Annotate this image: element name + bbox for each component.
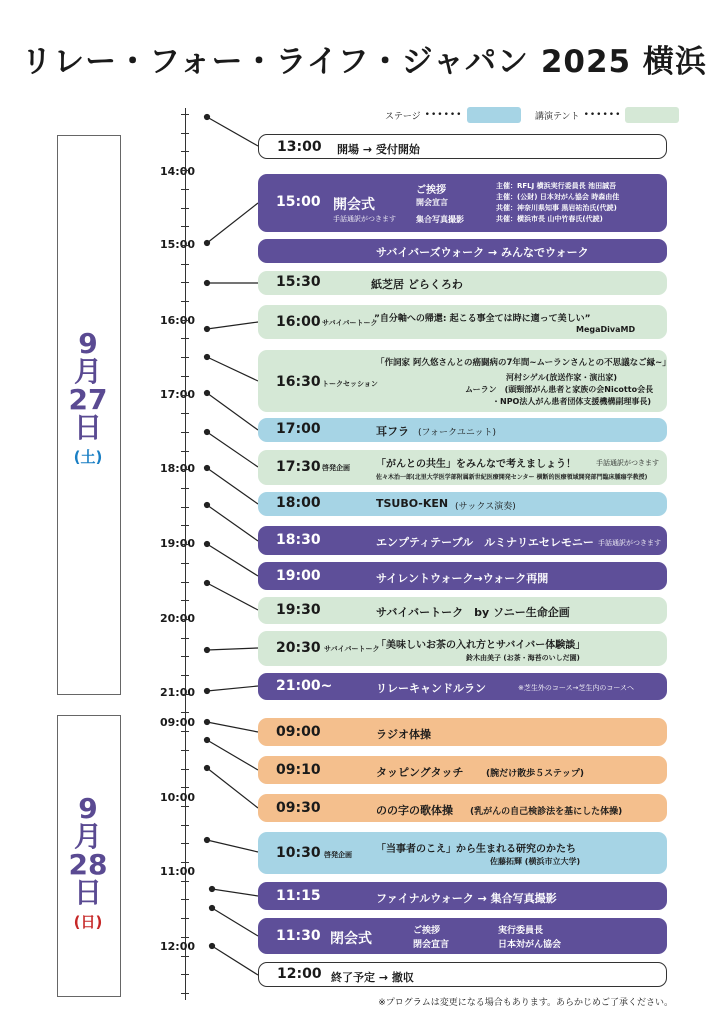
event-item: ご挨拶 bbox=[416, 185, 446, 196]
time-label: 20:00 bbox=[160, 612, 196, 625]
event-19-00 bbox=[258, 562, 667, 590]
event-time: 18:30 bbox=[276, 532, 321, 548]
time-label: 15:00 bbox=[160, 238, 196, 251]
event-time: 09:30 bbox=[276, 800, 321, 816]
sponsor-line: 主催：(公財) 日本対がん協会 時森由佳 bbox=[496, 193, 620, 201]
event-item: 集合写真撮影 bbox=[416, 215, 464, 224]
event-09-00 bbox=[258, 718, 667, 746]
event-15-30 bbox=[258, 271, 667, 295]
legend-dots: •••••• bbox=[583, 110, 622, 120]
time-label: 11:00 bbox=[160, 865, 196, 878]
day-date-kanji: 日 bbox=[73, 411, 102, 444]
event-survivors-walk bbox=[258, 239, 667, 263]
event-sub: 佐々木治一郎(北里大学医学部附属新世紀医療開発センター 横断的医療領域開発部門臨床腫瘍学教授) bbox=[376, 474, 648, 481]
event-16-00 bbox=[258, 305, 667, 339]
event-text: タッピングタッチ bbox=[376, 766, 464, 779]
day-weekday: (日) bbox=[73, 913, 103, 931]
event-time: 17:30 bbox=[276, 459, 321, 475]
event-closing-ceremony bbox=[258, 918, 667, 954]
event-label: サバイバートーク bbox=[322, 319, 378, 327]
event-title: 開会式 bbox=[333, 197, 375, 213]
event-18-00 bbox=[258, 492, 667, 516]
event-text: 終了予定 → 撤収 bbox=[331, 971, 414, 984]
footer-note: ※プログラムは変更になる場合もあります。あらかじめご了承ください。 bbox=[378, 998, 673, 1008]
event-time: 11:15 bbox=[276, 888, 321, 904]
event-sub: 鈴木由美子 (お茶・海苔のいしだ園) bbox=[466, 654, 580, 662]
time-label: 18:00 bbox=[160, 462, 196, 475]
event-item: ご挨拶 bbox=[413, 926, 441, 936]
legend-tent-label: 講演テント bbox=[535, 111, 580, 122]
event-sub: ムーラン (頭頸部がん患者と家族の会Nicotto会長 bbox=[465, 385, 654, 394]
event-time: 15:30 bbox=[276, 274, 321, 290]
event-12-00 bbox=[258, 962, 667, 987]
event-09-10 bbox=[258, 756, 667, 784]
event-text: ファイナルウォーク → 集合写真撮影 bbox=[376, 892, 557, 905]
event-label: 啓発企画 bbox=[324, 851, 352, 859]
event-note: 手話通訳がつきます bbox=[333, 215, 396, 223]
event-sub: (サックス演奏) bbox=[455, 502, 516, 512]
event-11-15 bbox=[258, 882, 667, 910]
time-label: 16:00 bbox=[160, 314, 196, 327]
day-month-kanji: 月 bbox=[73, 355, 102, 388]
event-note: 手話通訳がつきます bbox=[598, 539, 661, 547]
event-time: 17:00 bbox=[276, 421, 321, 437]
day-month: 9 bbox=[78, 792, 98, 825]
time-label: 21:00 bbox=[160, 686, 196, 699]
event-text: のの字の歌体操 bbox=[376, 804, 453, 817]
day-weekday: (土) bbox=[73, 448, 103, 466]
event-sub: (フォークユニット) bbox=[418, 428, 497, 438]
event-time: 15:00 bbox=[276, 194, 321, 210]
event-opening-ceremony bbox=[258, 174, 667, 232]
event-sub: 佐藤拓輝 (横浜市立大学) bbox=[490, 857, 581, 866]
time-label: 12:00 bbox=[160, 940, 196, 953]
event-time: 09:10 bbox=[276, 762, 321, 778]
event-text: 「がんとの共生」をみんなで考えましょう！ bbox=[376, 459, 576, 470]
event-text: サバイバーズウォーク → みんなでウォーク bbox=[376, 246, 589, 259]
event-sub: MegaDivaMD bbox=[576, 325, 636, 334]
legend-dots: •••••• bbox=[424, 110, 463, 120]
day-date-kanji: 日 bbox=[73, 876, 102, 909]
event-text: 紙芝居 どらくろわ bbox=[371, 278, 463, 291]
event-time: 20:30 bbox=[276, 640, 321, 656]
event-text: 耳フラ bbox=[376, 425, 409, 438]
event-note: ※芝生外のコース→芝生内のコースへ bbox=[518, 684, 635, 692]
event-sub: ・NPO法人がん患者団体支援機構副理事長) bbox=[492, 397, 652, 406]
event-time: 16:00 bbox=[276, 314, 321, 330]
event-item: 閉会宣言 bbox=[413, 940, 450, 950]
event-item: 開会宣言 bbox=[416, 198, 448, 207]
event-19-30 bbox=[258, 597, 667, 624]
time-label: 17:00 bbox=[160, 388, 196, 401]
event-text: サイレントウォーク→ウォーク再開 bbox=[376, 572, 549, 585]
event-text: サバイバートーク by ソニー生命企画 bbox=[376, 606, 570, 619]
event-time: 19:30 bbox=[276, 602, 321, 618]
event-time: 18:00 bbox=[276, 495, 321, 511]
event-right: 実行委員長 bbox=[498, 926, 544, 936]
day-date: 28 bbox=[68, 848, 108, 881]
event-20-30 bbox=[258, 631, 667, 666]
day-month: 9 bbox=[78, 327, 98, 360]
event-text: エンプティテーブル ルミナリエセレモニー bbox=[376, 536, 594, 549]
event-text: 「美味しいお茶の入れ方とサバイバー体験談」 bbox=[376, 640, 586, 651]
event-text: リレーキャンドルラン bbox=[376, 682, 486, 695]
event-label: トークセッション bbox=[322, 380, 378, 388]
event-time: 12:00 bbox=[277, 966, 322, 982]
time-label: 19:00 bbox=[160, 537, 196, 550]
event-16-30 bbox=[258, 350, 671, 412]
time-label: 10:00 bbox=[160, 791, 196, 804]
event-21-00 bbox=[258, 673, 667, 700]
event-sub: 河村シゲル(放送作家・演出家) bbox=[506, 373, 617, 382]
event-time: 16:30 bbox=[276, 374, 321, 390]
event-time: 13:00 bbox=[277, 139, 322, 155]
sponsor-line: 共催：神奈川県知事 黒岩祐治氏(代読) bbox=[496, 204, 617, 212]
event-title: 閉会式 bbox=[330, 931, 372, 947]
event-time: 19:00 bbox=[276, 568, 321, 584]
event-time: 21:00~ bbox=[276, 678, 333, 694]
event-right: 日本対がん協会 bbox=[498, 940, 562, 950]
event-10-30 bbox=[258, 832, 667, 874]
legend-stage-label: ステージ bbox=[385, 111, 421, 122]
event-13-00 bbox=[258, 134, 667, 159]
event-sub: (乳がんの自己検診法を基にした体操) bbox=[470, 807, 623, 817]
event-17-30 bbox=[258, 450, 667, 485]
sponsor-line: 共催：横浜市長 山中竹春氏(代読) bbox=[496, 215, 603, 223]
event-sub: (腕だけ散歩５ステップ) bbox=[486, 769, 585, 779]
event-note: 手話通訳がつきます bbox=[596, 459, 659, 467]
event-label: 啓発企画 bbox=[322, 464, 350, 472]
event-label: サバイバートーク bbox=[324, 645, 380, 653]
event-time: 11:30 bbox=[276, 928, 321, 944]
page-title: リレー・フォー・ライフ・ジャパン 2025 横浜 bbox=[21, 44, 707, 80]
time-label: 09:00 bbox=[160, 716, 196, 729]
event-17-00 bbox=[258, 418, 667, 442]
day-month-kanji: 月 bbox=[73, 820, 102, 853]
event-text: 「作詞家 阿久悠さんとの癌闘病の7年間~ムーランさんとの不思議なご縁~」 bbox=[376, 358, 671, 368]
event-18-30 bbox=[258, 526, 667, 555]
time-label: 14:00 bbox=[160, 165, 196, 178]
event-text: 「当事者のこえ」から生まれる研究のかたち bbox=[376, 844, 576, 855]
event-09-30 bbox=[258, 794, 667, 822]
event-text: TSUBO-KEN bbox=[376, 497, 449, 510]
event-text: 開場 → 受付開始 bbox=[337, 143, 420, 156]
event-text: ”自分軸への帰還: 起こる事全ては時に適って美しい” bbox=[374, 314, 591, 324]
event-text: ラジオ体操 bbox=[376, 728, 431, 741]
event-time: 09:00 bbox=[276, 724, 321, 740]
event-time: 10:30 bbox=[276, 845, 321, 861]
sponsor-line: 主催：RFLJ 横浜実行委員長 池田誠吾 bbox=[496, 182, 617, 190]
day-date: 27 bbox=[68, 383, 108, 416]
